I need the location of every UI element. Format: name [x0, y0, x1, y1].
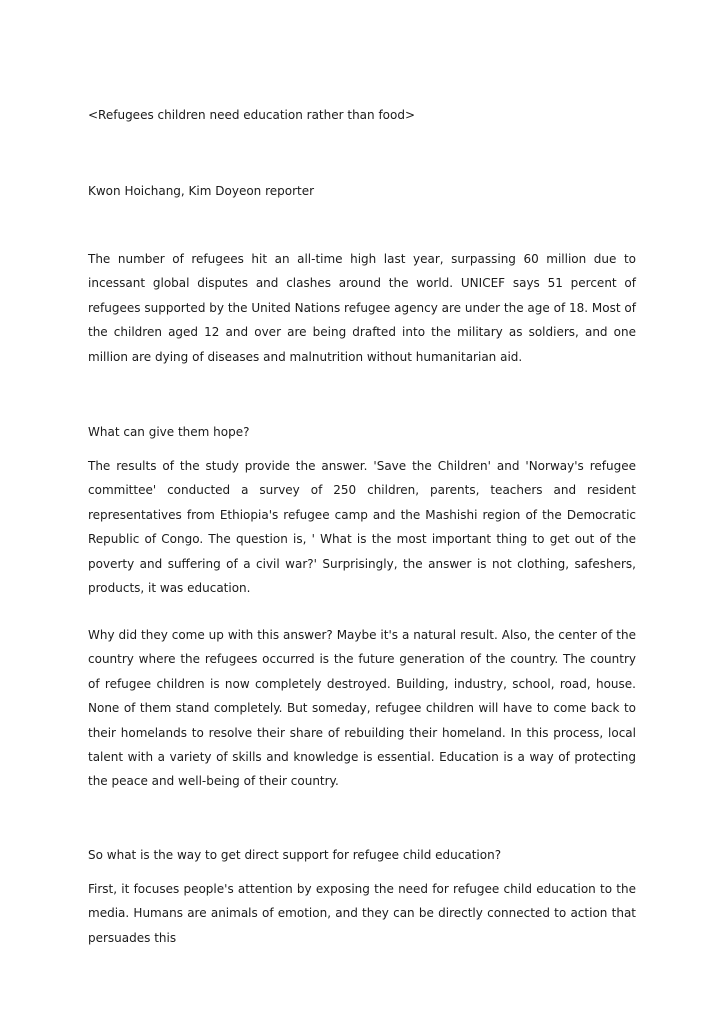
- section-heading-2: So what is the way to get direct support for refugee child education?: [88, 848, 502, 862]
- article-title: <Refugees children need education rather than food>: [88, 108, 416, 122]
- paragraph-4: First, it focuses people's attention by exposing the need for refugee child education to the media. Humans are animals of emotion, and they can be directly connected to action that persuades this: [88, 882, 636, 945]
- paragraph-2: The results of the study provide the answer. 'Save the Children' and 'Norway's refugee committee' conducted a survey of 250 children, parents, teachers and resident representatives from Ethiopia's refugee camp and the Mashishi region of the Democratic Republic of Congo. The question is, ' What is the most important thing to get out of the poverty and suffering of a civil war?' Surprisingly, the answer is not clothing, safeshers, products, it was education.: [88, 459, 636, 596]
- section-heading-1: What can give them hope?: [88, 425, 250, 439]
- article-byline: Kwon Hoichang, Kim Doyeon reporter: [88, 184, 315, 198]
- paragraph-3: Why did they come up with this answer? Maybe it's a natural result. Also, the center of the country where the refugees occurred is the future generation of the country. The country of refugee children is now completely destroyed. Building, industry, school, road, house. None of them stand completely. But someday, refugee children will have to come back to their homelands to resolve their share of rebuilding their homeland. In this process, local talent with a variety of skills and knowledge is essential. Education is a way of protecting the peace and well-being of their country.: [88, 628, 636, 789]
- paragraph-1: The number of refugees hit an all-time high last year, surpassing 60 million due to incessant global disputes and clashes around the world. UNICEF says 51 percent of refugees supported by the United Nations refugee agency are under the age of 18. Most of the children aged 12 and over are being drafted into the military as soldiers, and one million are dying of diseases and malnutrition without humanitarian aid.: [88, 252, 636, 364]
